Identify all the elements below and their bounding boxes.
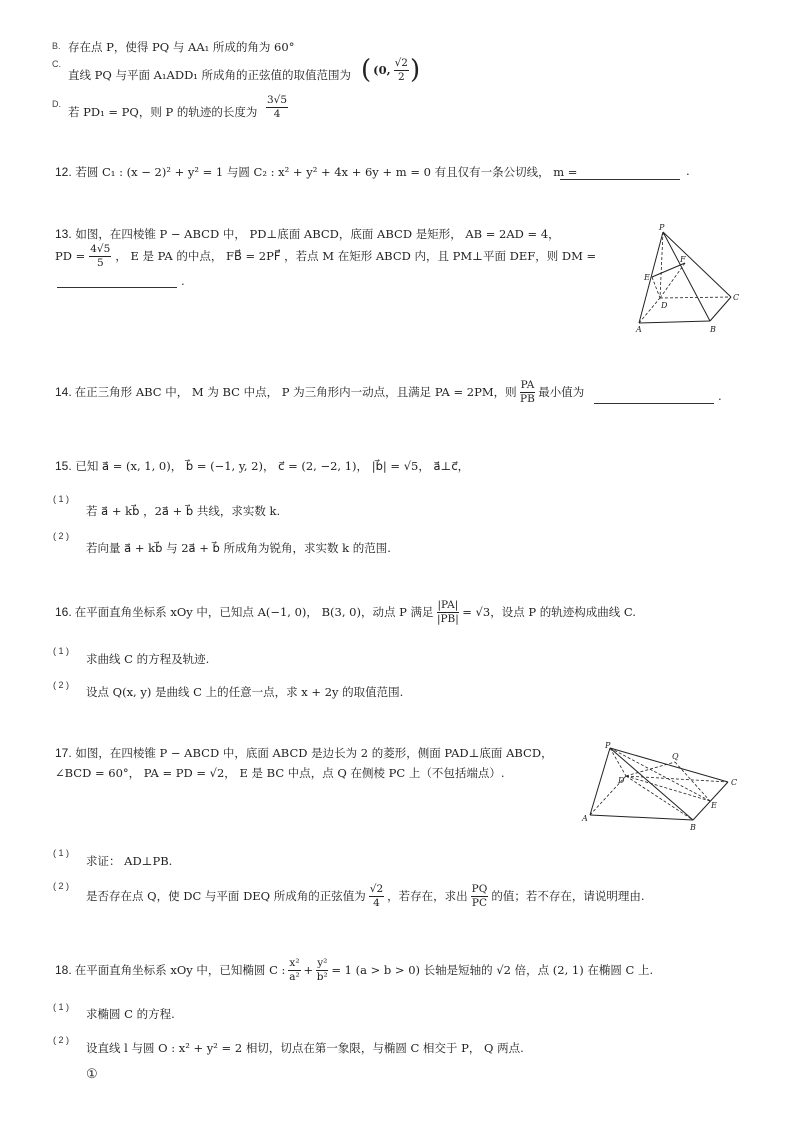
q14-frac-den: PB (520, 392, 535, 405)
q15-body: 已知 a⃗ = (x, 1, 0)， b⃗ = (−1, y, 2)， c⃗ = (2, −2, 1)， |b⃗| = √5， a⃗⊥c⃗， (75, 459, 470, 473)
q13-answer-blank[interactable] (57, 286, 177, 288)
option-d-text: 若 PD₁ = PQ，则 P 的轨迹的长度为 (68, 105, 258, 119)
label-e: E (644, 273, 650, 282)
q14-body: 在正三角形 ABC 中， M 为 BC 中点， P 为三角形内一动点，且满足 PA = 2PM，则 (74, 385, 517, 399)
q17-sub2-text3: 的值；若不存在，请说明理由. (491, 889, 645, 903)
q17-sub2-f1-num: √2 (369, 883, 384, 895)
q16-sub1-text: 求曲线 C 的方程及轨迹. (86, 652, 210, 666)
edge-pa (590, 748, 610, 815)
option-b-text: 存在点 P，使得 PQ 与 AA₁ 所成的角为 60° (68, 40, 295, 54)
option-d-fraction (266, 95, 288, 119)
option-d-num: 3√5 (267, 94, 288, 106)
range-close-paren: ) (409, 55, 421, 85)
q15-text (55, 458, 469, 474)
q18-number: 18. (55, 963, 72, 977)
q17-sub2-fraction1 (369, 884, 384, 908)
q16-body1: 在平面直角坐标系 xOy 中，已知点 A(−1, 0)， B(3, 0)，动点 P 满足 (74, 605, 434, 619)
q18-body2: = 1 (a > b > 0) 长轴是短轴的 √2 倍，点 (2, 1) 在椭圆 C 上. (331, 963, 654, 977)
label-p: P (659, 223, 665, 232)
option-b-label: B. (52, 41, 61, 51)
q17-pyramid-figure (578, 740, 743, 835)
q18-f1-den: a² (289, 970, 300, 983)
edge-ed (652, 277, 660, 298)
q13-end: . (181, 274, 185, 288)
label-a: A (582, 814, 588, 823)
q15-sub1-text: 若 a⃗ + kb⃗ ，2a⃗ + b⃗ 共线，求实数 k. (86, 504, 281, 518)
q13-line1 (55, 226, 560, 242)
range-num: √2 (394, 57, 408, 69)
option-c-range (361, 55, 420, 85)
option-d-den: 4 (273, 107, 281, 120)
edge-db (626, 776, 693, 820)
q18-sub1-label: ( 1 ) (53, 1002, 70, 1012)
edge-de (626, 776, 710, 801)
q14-frac-num: PA (520, 379, 535, 391)
q16-frac-num: |PA| (437, 599, 459, 611)
range-left: (0, (373, 63, 391, 77)
q17-line1-text: 如图，在四棱锥 P − ABCD 中，底面 ABCD 是边长为 2 的菱形，侧面 PAD⊥底面 ABCD， (75, 746, 553, 760)
q12-body: 若圆 C₁ : (x − 2)² + y² = 1 与圆 C₂ : x² + y² + 4x + 6y + m = 0 有且仅有一条公切线， m = (75, 165, 578, 179)
q15-sub2-text: 若向量 a⃗ + kb⃗ 与 2a⃗ + b⃗ 所成角为锐角，求实数 k 的范围. (86, 541, 391, 555)
q18-fraction2 (316, 958, 328, 982)
option-c-text: 直线 PQ 与平面 A₁ADD₁ 所成角的正弦值的取值范围为 (68, 68, 352, 82)
q17-sub2-f2-den: PC (471, 896, 488, 909)
q13-pd-fraction (89, 244, 111, 268)
q18-sub2-label: ( 2 ) (53, 1035, 70, 1045)
q16-frac-den: |PB| (436, 612, 459, 625)
q17-line2: ∠BCD = 60°， PA = PD = √2， E 是 BC 中点，点 Q 在侧棱 PC 上（不包括端点）. (55, 766, 505, 780)
edge-dc (626, 776, 728, 782)
q17-sub1-label: ( 1 ) (53, 848, 70, 858)
label-p: P (605, 741, 611, 750)
q13-pd: PD = (55, 249, 86, 263)
q18-f1-num: x² (289, 957, 300, 969)
q13-line1-text: 如图，在四棱锥 P − ABCD 中， PD⊥底面 ABCD，底面 ABCD 是矩形， AB = 2AD = 4， (75, 227, 560, 241)
q13-line2 (55, 244, 596, 268)
q18-body1: 在平面直角坐标系 xOy 中，已知椭圆 C : (74, 963, 286, 977)
q13-pyramid-figure (630, 220, 745, 335)
label-b: B (710, 325, 716, 334)
q17-sub2-text2: ，若存在，求出 (387, 889, 468, 903)
edge-ef (652, 263, 685, 277)
q17-number: 17. (55, 746, 72, 760)
q15-sub2-label: ( 2 ) (53, 531, 70, 541)
q12-text (55, 164, 577, 180)
q16-body2: = √3，设点 P 的轨迹构成曲线 C. (462, 605, 636, 619)
q18-plus: + (303, 963, 314, 977)
q15-number: 15. (55, 459, 72, 473)
label-b: B (690, 823, 696, 832)
q17-sub2-f2-num: PQ (471, 883, 488, 895)
q17-sub1-text: 求证： AD⊥PB. (86, 854, 173, 868)
edge-ab (639, 321, 710, 323)
q14-fraction (520, 380, 536, 404)
edge-pa (639, 232, 663, 323)
q14-answer-blank[interactable] (594, 402, 714, 404)
q16-fraction (437, 600, 460, 624)
q14-body2: 最小值为 (538, 385, 585, 399)
q14-number: 14. (55, 385, 72, 399)
q12-end: . (686, 164, 690, 178)
edge-ab (590, 815, 693, 820)
q18-fraction1 (288, 958, 300, 982)
q18-text (55, 958, 653, 982)
label-d: D (618, 776, 625, 785)
range-open-paren: ( (361, 55, 372, 85)
edge-bc (710, 297, 731, 321)
q16-sub2-text: 设点 Q(x, y) 是曲线 C 上的任意一点，求 x + 2y 的取值范围. (86, 685, 404, 699)
edge-pb (663, 232, 710, 321)
q16-sub1-label: ( 1 ) (53, 646, 70, 656)
label-d: D (661, 301, 668, 310)
q15-sub1-label: ( 1 ) (53, 494, 70, 504)
q17-sub2-text1: 是否存在点 Q，使 DC 与平面 DEQ 所成角的正弦值为 (86, 889, 366, 903)
edge-qe (675, 762, 710, 801)
label-e: E (711, 801, 717, 810)
range-fraction (394, 58, 409, 82)
label-q: Q (672, 752, 679, 761)
label-c: C (731, 778, 738, 787)
label-f: F (680, 255, 686, 264)
q16-sub2-label: ( 2 ) (53, 680, 70, 690)
q16-number: 16. (55, 605, 72, 619)
label-a: A (636, 325, 642, 334)
option-c-label: C. (52, 59, 61, 69)
range-den: 2 (397, 70, 405, 83)
q14-text (55, 380, 584, 404)
q17-line1 (55, 745, 553, 761)
q12-number: 12. (55, 165, 72, 179)
q17-sub2-label: ( 2 ) (53, 881, 70, 891)
q18-sub1-text: 求椭圆 C 的方程. (86, 1007, 175, 1021)
q12-answer-blank[interactable] (560, 178, 680, 180)
edge-dc (660, 297, 731, 298)
q18-f2-num: y² (317, 957, 328, 969)
q16-text (55, 600, 636, 624)
q13-pd-num: 4√5 (90, 243, 111, 255)
q17-sub2-text (86, 884, 644, 908)
q13-line2-rest: ， E 是 PA 的中点， FB⃗ = 2PF⃗ ，若点 M 在矩形 ABCD 内，且 PM⊥平面 DEF，则 DM = (115, 249, 597, 263)
q18-sub2-text: 设直线 l 与圆 O : x² + y² = 2 相切，切点在第一象限，与椭圆 C 相交于 P， Q 两点. (86, 1041, 524, 1055)
q18-circled-one: ① (86, 1067, 98, 1082)
q17-sub2-fraction2 (471, 884, 489, 908)
q18-f2-den: b² (316, 970, 328, 983)
q13-number: 13. (55, 227, 72, 241)
q17-sub2-f1-den: 4 (373, 896, 380, 909)
q13-pd-den: 5 (96, 256, 104, 269)
option-d-label: D. (52, 99, 61, 109)
edge-pc (663, 232, 731, 297)
q14-end: . (718, 389, 722, 403)
label-c: C (733, 293, 740, 302)
